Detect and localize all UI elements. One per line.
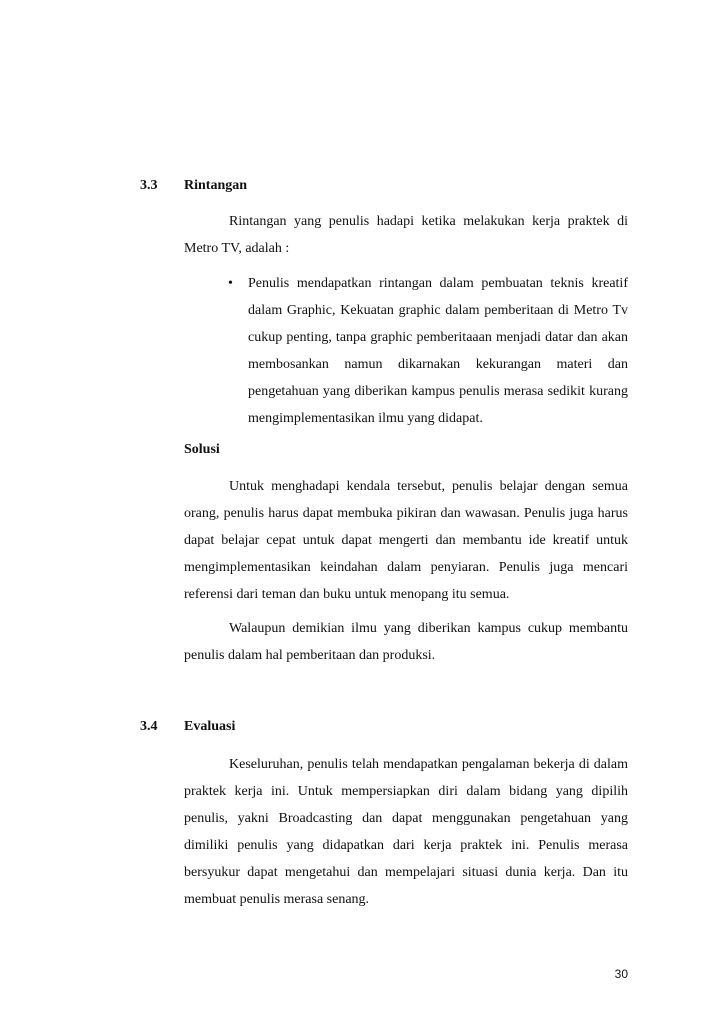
rintangan-bullet-text: Penulis mendapatkan rintangan dalam pembuatan teknis kreatif dalam Graphic, Kekuatan graphic dalam pemberitaan di Metro Tv cukup penting, tanpa graphic pemberitaaan menjadi datar dan akan membosankan namun dikarnakan kekurangan materi dan pengetahuan yang diberikan kampus penulis merasa sedikit kurang mengimplementasikan ilmu yang didapat.	[248, 276, 628, 426]
rintangan-bullet-item	[228, 270, 628, 432]
section-3-4-title: Evaluasi	[184, 719, 236, 734]
section-3-4-number: 3.4	[140, 719, 158, 734]
section-3-3-number: 3.3	[140, 178, 158, 193]
bullet-icon: •	[228, 276, 233, 291]
solusi-paragraph-1: Untuk menghadapi kendala tersebut, penulis belajar dengan semua orang, penulis harus dapat membuka pikiran dan wawasan. Penulis juga harus dapat belajar cepat untuk dapat mengerti dan membantu ide kreatif untuk mengimplementasikan keindahan dalam penyiaran. Penulis juga mencari referensi dari teman dan buku untuk menopang itu semua.	[184, 479, 628, 602]
solusi-paragraph-2: Walaupun demikian ilmu yang diberikan kampus cukup membantu penulis dalam hal pemberitaan dan produksi.	[184, 621, 628, 663]
solusi-title: Solusi	[184, 442, 220, 457]
evaluasi-paragraph: Keseluruhan, penulis telah mendapatkan pengalaman bekerja di dalam praktek kerja ini. Untuk mempersiapkan diri dalam bidang yang dipilih penulis, yakni Broadcasting dan dapat menggunakan pengetahuan yang dimiliki penulis yang didapatkan dari kerja praktek ini. Penulis merasa bersyukur dapat mengetahui dan mempelajari situasi dunia kerja. Dan itu membuat penulis merasa senang.	[184, 757, 628, 907]
section-3-3-title: Rintangan	[184, 178, 248, 193]
page-number: 30	[614, 967, 628, 981]
rintangan-intro-paragraph: Rintangan yang penulis hadapi ketika melakukan kerja praktek di Metro TV, adalah :	[184, 214, 628, 256]
